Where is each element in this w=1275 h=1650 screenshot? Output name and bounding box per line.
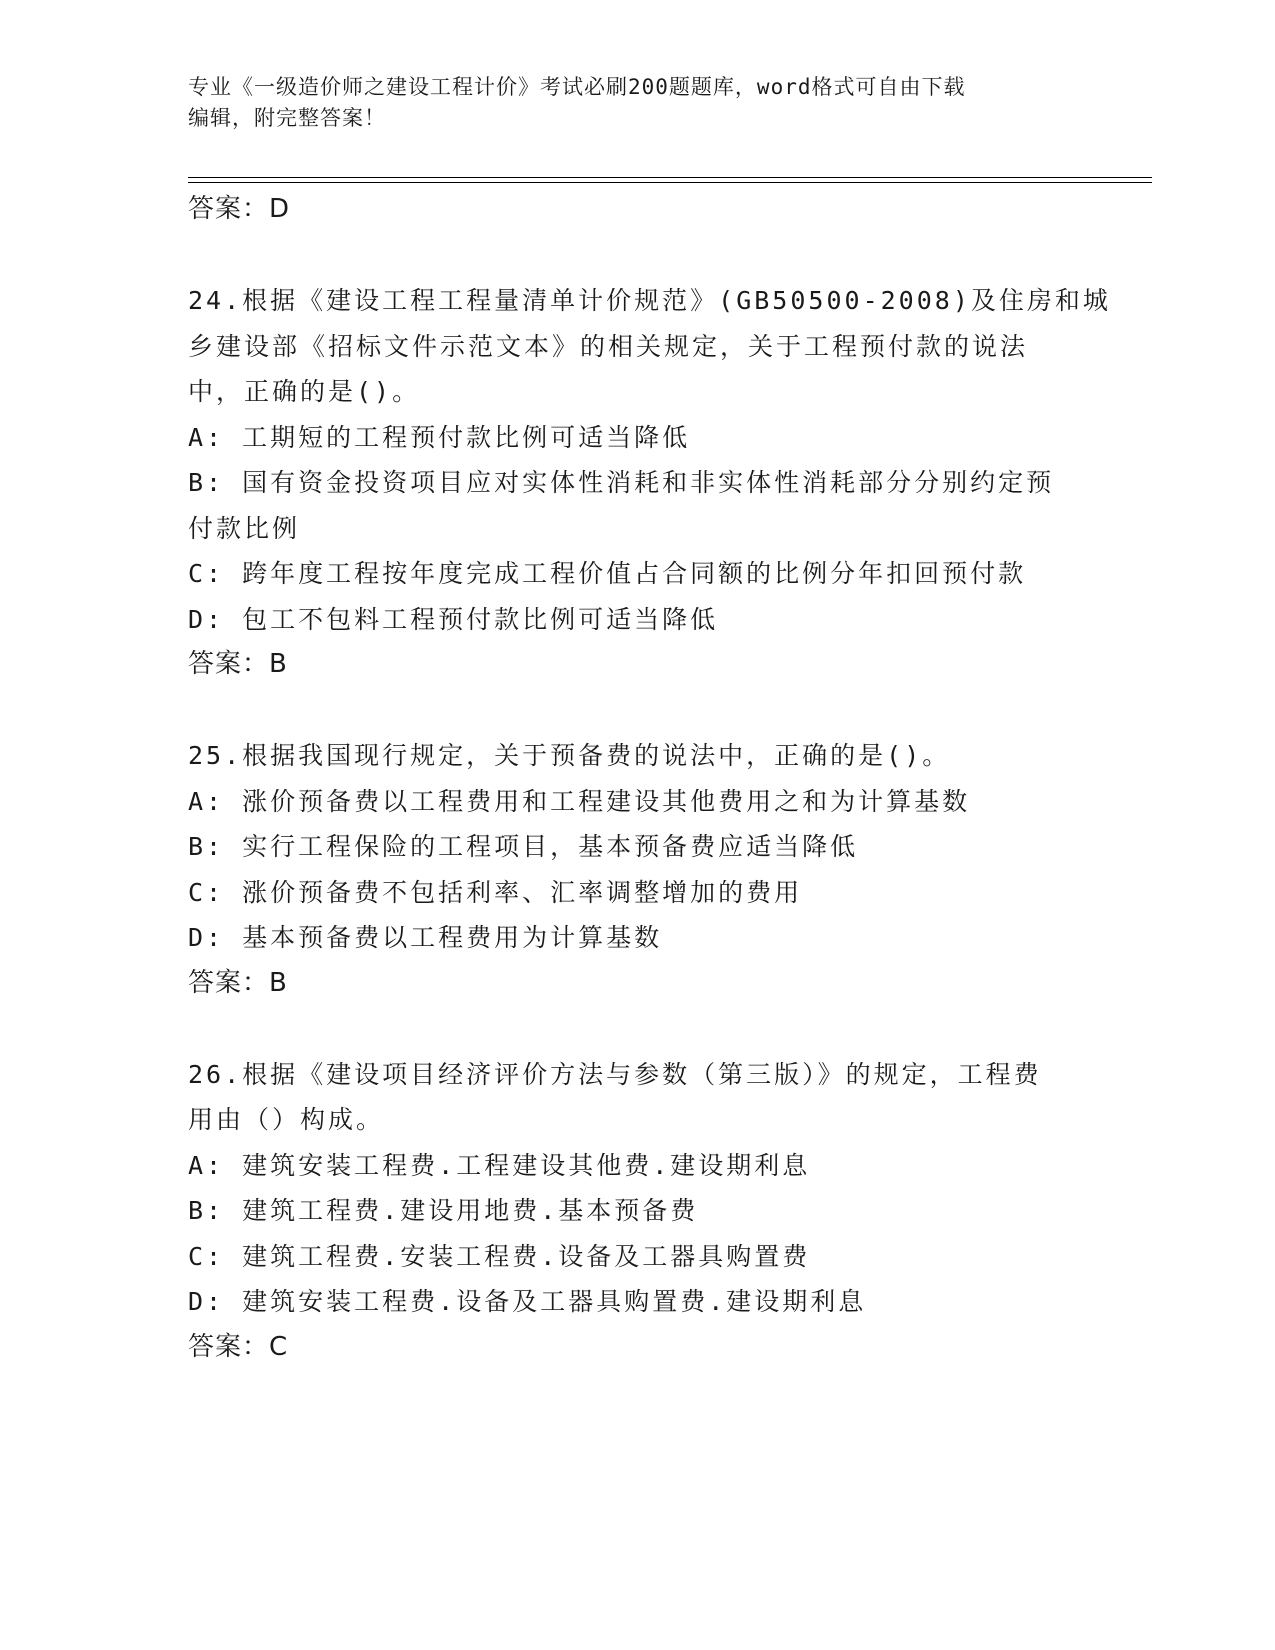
header-divider-top [188,177,1152,178]
question-24-option-b-line-1: B: 国有资金投资项目应对实体性消耗和非实体性消耗部分分别约定预 [188,468,1055,497]
question-26-text-line-1: 26.根据《建设项目经济评价方法与参数（第三版）》的规定，工程费 [188,1059,1042,1089]
question-25-option-a: A: 涨价预备费以工程费用和工程建设其他费用之和为计算基数 [188,786,971,816]
question-25-option-d: D: 基本预备费以工程费用为计算基数 [188,923,663,952]
question-list [188,187,1111,1370]
question-26-text-line-2: 用由（）构成。 [188,1105,385,1134]
question-24-option-b-line-2: 付款比例 [188,513,301,543]
question-26-option-d: D: 建筑安装工程费.设备及工器具购置费.建设期利息 [188,1287,867,1316]
question-25-option-b: B: 实行工程保险的工程项目，基本预备费应适当降低 [188,832,859,861]
question-25-text-line-1: 25.根据我国现行规定，关于预备费的说法中，正确的是()。 [188,741,951,770]
question-26 [188,1052,1088,1371]
question-26-option-c: C: 建筑工程费.安装工程费.设备及工器具购置费 [188,1241,811,1271]
question-24-text-line-1: 24.根据《建设工程工程量清单计价规范》(GB50500-2008)及住房和城 [188,286,1111,315]
question-24-text-line-2: 乡建设部《招标文件示范文本》的相关规定，关于工程预付款的说法 [188,331,1029,361]
question-24-option-a: A: 工期短的工程预付款比例可适当降低 [188,422,691,452]
question-24-option-c: C: 跨年度工程按年度完成工程价值占合同额的比例分年扣回预付款 [188,559,1027,588]
spacer [188,233,1088,279]
question-26-option-b: B: 建筑工程费.建设用地费.基本预备费 [188,1196,699,1225]
question-24-option-d: D: 包工不包料工程预付款比例可适当降低 [188,604,719,634]
spacer [188,1006,1088,1052]
header-divider-bottom [188,182,1152,183]
answer-23: 答案：D [188,194,291,224]
question-25-option-c: C: 涨价预备费不包括利率、汇率调整增加的费用 [188,877,803,907]
question-24 [188,278,1111,688]
spacer [188,688,1088,734]
header-line-2: 编辑，附完整答案！ [188,106,386,130]
question-25 [188,733,1088,1006]
question-26-option-a: A: 建筑安装工程费.工程建设其他费.建设期利息 [188,1150,811,1180]
question-24-answer: 答案：B [188,649,288,679]
question-26-answer: 答案：C [188,1331,289,1362]
question-24-text-line-3: 中，正确的是()。 [188,377,421,406]
header-line-1: 专业《一级造价师之建设工程计价》考试必刷200题题库，word格式可自由下载 [188,75,966,99]
document-header [188,72,1088,134]
question-25-answer: 答案：B [188,967,288,998]
